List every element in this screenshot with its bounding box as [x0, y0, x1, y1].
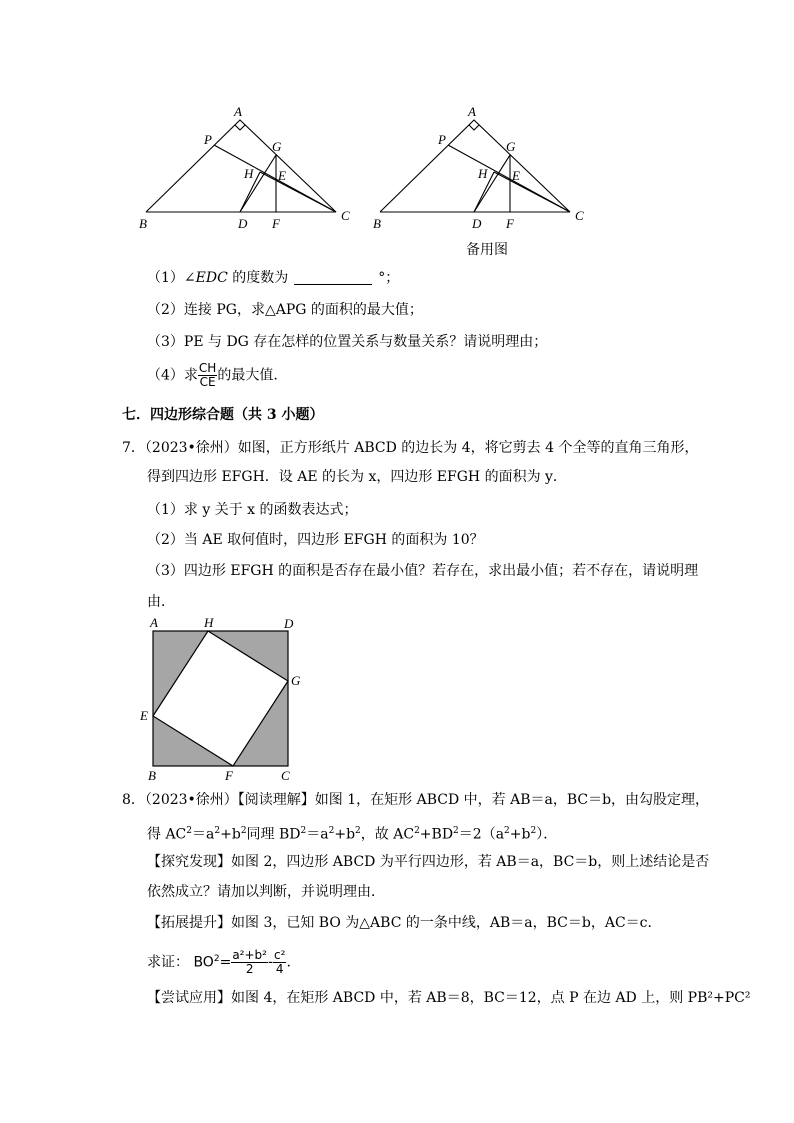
q8-stem-line2: 得 $AC^2=a^2+b^2$同理 $BD^2=a^2+b^2$，故 $AC^2+BD^2=2(a^2+b^2)$．: [147, 826, 558, 843]
fraction-2: $\frac{\text{c²}}{4}$: [274, 948, 286, 977]
label-F: F: [225, 768, 233, 783]
label-D: D: [238, 216, 248, 231]
label-G: G: [272, 139, 282, 154]
q6-part1: （1）∠EDC 的度数为 °；: [147, 270, 400, 286]
label-G: G: [291, 673, 301, 688]
label-A: A: [468, 104, 476, 119]
figure-caption: 备用图: [466, 242, 508, 258]
label-E: E: [140, 708, 148, 723]
section-heading: 七．四边形综合题（共 3 小题）: [122, 407, 324, 423]
label-F: F: [272, 216, 280, 231]
label-C: C: [341, 208, 350, 223]
q7-part3-cont: 由．: [147, 594, 175, 610]
label-H: H: [204, 615, 214, 630]
triangle-figure-1: [136, 100, 356, 235]
square-figure: [140, 612, 310, 787]
label-H: H: [244, 166, 254, 181]
label-B: B: [148, 768, 156, 783]
label-B: B: [139, 216, 147, 231]
q8-stem-line1: 8．（2023•徐州）【阅读理解】如图 1，在矩形 ABCD 中，若 AB＝a，BC＝b，由勾股定理，: [122, 792, 710, 808]
label-C: C: [575, 208, 584, 223]
label-E: E: [512, 168, 520, 183]
q7-part1: （1）求 y 关于 x 的函数表达式；: [147, 502, 358, 518]
label-B: B: [373, 216, 381, 231]
label-P: P: [438, 132, 446, 147]
q8-extend: 【拓展提升】如图 3，已知 BO 为△ABC 的一条中线，AB＝a，BC＝b，AC＝c．: [147, 915, 662, 931]
label-P: P: [204, 132, 212, 147]
label-D: D: [284, 616, 294, 631]
q6-part3: （3）PE 与 DG 存在怎样的位置关系与数量关系？请说明理由；: [147, 334, 548, 350]
label-C: C: [281, 768, 290, 783]
answer-blank[interactable]: [294, 270, 372, 285]
q7-stem-line2: 得到四边形 EFGH．设 AE 的长为 x，四边形 EFGH 的面积为 y．: [147, 469, 567, 485]
label-A: A: [150, 615, 158, 630]
q8-explore-line2: 依然成立？请加以判断，并说明理由．: [147, 884, 385, 900]
label-A: A: [234, 104, 242, 119]
label-D: D: [472, 216, 482, 231]
ratio-fraction: $\frac{CH}{CE}$: [198, 361, 217, 389]
q8-explore-line1: 【探究发现】如图 2，四边形 ABCD 为平行四边形，若 AB＝a，BC＝b，则上述结论是否: [147, 854, 710, 870]
label-E: E: [278, 168, 286, 183]
q7-stem-line1: 7．（2023•徐州）如图，正方形纸片 ABCD 的边长为 4，将它剪去 4 个全等的直角三角形，: [122, 440, 699, 456]
q6-part4: （4）求 $\frac{CH}{CE}$ 的最大值.: [147, 361, 278, 389]
q7-part3: （3）四边形 EFGH 的面积是否存在最小值？若存在，求出最小值；若不存在，请说明理: [147, 563, 699, 579]
q7-part2: （2）当 AE 取何值时，四边形 EFGH 的面积为 10？: [147, 532, 484, 548]
q6-part2: （2）连接 PG，求△APG 的面积的最大值；: [147, 302, 423, 318]
label-H: H: [478, 166, 488, 181]
label-F: F: [506, 216, 514, 231]
fraction-1: $\frac{\text{a²+b²}}{2}$: [232, 948, 267, 977]
q8-try: 【尝试应用】如图 4，在矩形 ABCD 中，若 AB＝8，BC＝12，点 P 在边 AD 上，则 PB²+PC²: [147, 990, 751, 1006]
q8-prove: 求证： $BO^2=$ $\frac{\text{a²+b²}}{2}$ - $\frac{\text{c²}}{4}$ .: [147, 948, 291, 977]
triangle-figure-2: [370, 100, 590, 235]
label-G: G: [506, 139, 516, 154]
